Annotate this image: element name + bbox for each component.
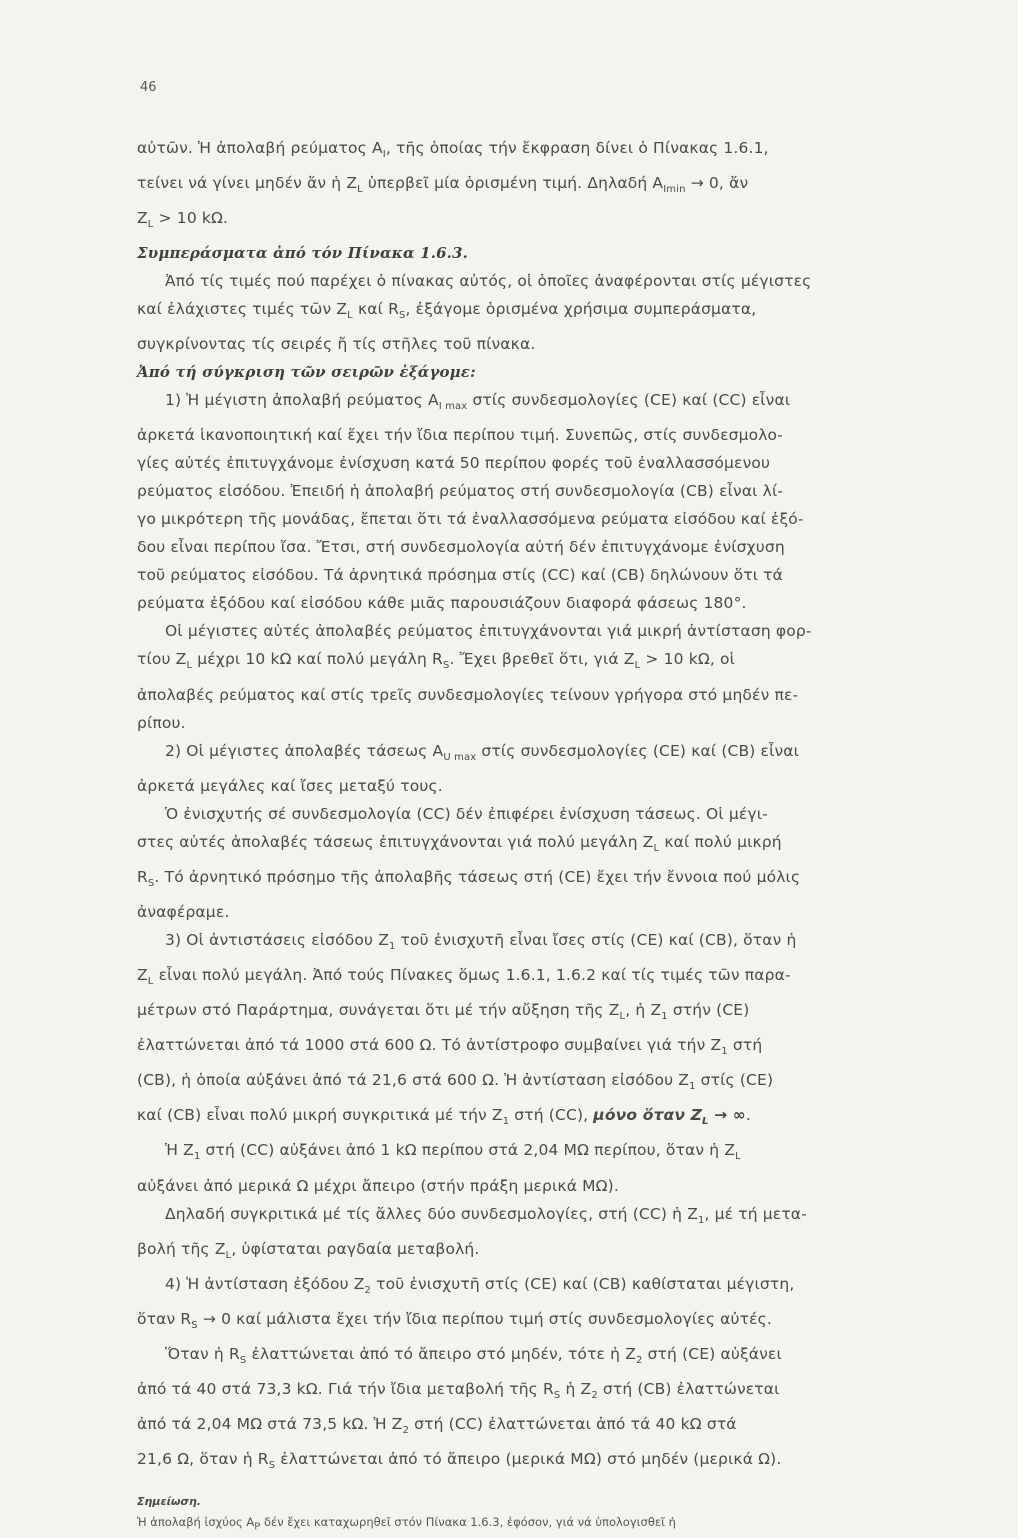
text-line: ἀπολαβές ρεύματος καί στίς τρεῖς συνδεσμολογίες τείνουν γρήγορα στό μηδέν πε-: [137, 685, 799, 704]
text-line: 3) Οἱ ἀντιστάσεις εἰσόδου $Z_1$ τοῦ ἐνισχυτῆ εἶναι ἴσες στίς (CE) καί (CB), ὅταν ἡ: [165, 930, 797, 952]
text-line: μέτρων στό Παράρτημα, συνάγεται ὅτι μέ τήν αὔξηση τῆς $Z_L$, ἡ $Z_1$ στήν (CE): [137, 1001, 750, 1023]
text-line: ἀναφέραμε.: [137, 902, 230, 921]
text-line: τείνει νά γίνει μηδέν ἄν ἡ $Z_L$ ὑπερβεῖ μία ὁρισμένη τιμή. Δηλαδή $A_{Imin} \to 0$, ἄν: [137, 174, 749, 196]
text-line: Ἀπό τίς τιμές πού παρέχει ὁ πίνακας αὐτός, οἱ ὁποῖες ἀναφέρονται στίς μέγιστες: [165, 272, 812, 291]
note-text: Ἡ ἀπολαβή ἰσχύος $A_P$ δέν ἔχει καταχωρηθεῖ στόν Πίνακα 1.6.3, ἐφόσον, γιά νά ὑπολογισθεῖ ἡ: [137, 1515, 676, 1533]
text-line: καί ἐλάχιστες τιμές τῶν $Z_L$ καί $R_S$, ἐξάγομε ὁρισμένα χρήσιμα συμπεράσματα,: [137, 300, 757, 322]
text-line: (CB), ἡ ὁποία αὐξάνει ἀπό τά 21,6 στά 600 Ω. Ἡ ἀντίσταση εἰσόδου $Z_1$ στίς (CE): [137, 1071, 774, 1093]
text-line: αὐτῶν. Ἡ ἀπολαβή ρεύματος $A_I$, τῆς ὁποίας τήν ἔκφραση δίνει ὁ Πίνακας 1.6.1,: [137, 139, 769, 161]
text-line: τίου $Z_L$ μέχρι 10 kΩ καί πολύ μεγάλη $R_S$. Ἔχει βρεθεῖ ὅτι, γιά $Z_L > 10$ kΩ, οἱ: [137, 650, 736, 672]
text-line: βολή τῆς $Z_L$, ὑφίσταται ραγδαία μεταβολή.: [137, 1239, 480, 1261]
text-line: ἀρκετά ἱκανοποιητική καί ἔχει τήν ἴδια περίπου τιμή. Συνεπῶς, στίς συνδεσμολο-: [137, 426, 783, 445]
text-line: Ὁ ἐνισχυτής σέ συνδεσμολογία (CC) δέν ἐπιφέρει ἐνίσχυση τάσεως. Οἱ μέγι-: [165, 804, 768, 823]
text-line: ἀρκετά μεγάλες καί ἴσες μεταξύ τους.: [137, 776, 443, 795]
text-line: ἀπό τά 2,04 MΩ στά 73,5 kΩ. Ἡ $Z_2$ στή (CC) ἐλαττώνεται ἀπό τά 40 kΩ στά: [137, 1415, 737, 1437]
text-line: Ὅταν ἡ $R_S$ ἐλαττώνεται ἀπό τό ἄπειρο στό μηδέν, τότε ἡ $Z_2$ στή (CE) αὐξάνει: [165, 1344, 782, 1366]
text-line: δου εἶναι περίπου ἴσα. Ἔτσι, στή συνδεσμολογία αὐτή δέν ἐπιτυγχάνομε ἐνίσχυση: [137, 538, 785, 557]
text-line: ἐλαττώνεται ἀπό τά 1000 στά 600 Ω. Τό ἀντίστροφο συμβαίνει γιά τήν $Z_1$ στή: [137, 1036, 763, 1058]
body-text: [137, 134, 982, 1538]
text-line: Δηλαδή συγκριτικά μέ τίς ἄλλες δύο συνδεσμολογίες, στή (CC) ἡ $Z_1$, μέ τή μετα-: [165, 1204, 807, 1226]
text-line: ρεύματος εἰσόδου. Ἐπειδή ἡ ἀπολαβή ρεύματος στή συνδεσμολογία (CB) εἶναι λί-: [137, 482, 784, 501]
page-number: 46: [140, 80, 157, 95]
text-line: συγκρίνοντας τίς σειρές ἤ τίς στῆλες τοῦ πίνακα.: [137, 335, 536, 354]
text-line: γίες αὐτές ἐπιτυγχάνομε ἐνίσχυση κατά 50 περίπου φορές τοῦ ἐναλλασσόμενου: [137, 454, 771, 473]
text-line: ὅταν $R_S \to 0$ καί μάλιστα ἔχει τήν ἴδια περίπου τιμή στίς συνδεσμολογίες αὐτές.: [137, 1309, 772, 1331]
text-line: ρίπου.: [137, 713, 186, 732]
text-line: 4) Ἡ ἀντίσταση ἐξόδου $Z_2$ τοῦ ἐνισχυτῆ στίς (CE) καί (CB) καθίσταται μέγιστη,: [165, 1274, 795, 1296]
text-line: αὐξάνει ἀπό μερικά Ω μέχρι ἄπειρο (στήν πράξη μερικά MΩ).: [137, 1176, 619, 1195]
text-line: ἀπό τά 40 στά 73,3 kΩ. Γιά τήν ἴδια μεταβολή τῆς $R_S$ ἡ $Z_2$ στή (CB) ἐλαττώνεται: [137, 1379, 780, 1402]
text-line: $Z_L$ εἶναι πολύ μεγάλη. Ἀπό τούς Πίνακες ὅμως 1.6.1, 1.6.2 καί τίς τιμές τῶν παρα-: [137, 965, 791, 988]
section-heading: Ἀπό τή σύγκριση τῶν σειρῶν ἐξάγομε:: [137, 363, 476, 382]
text-line: $Z_L > 10$ kΩ.: [137, 209, 229, 231]
text-line: στες αὐτές ἀπολαβές τάσεως ἐπιτυγχάνονται γιά πολύ μεγάλη $Z_L$ καί πολύ μικρή: [137, 832, 782, 854]
text-line: 21,6 Ω, ὅταν ἡ $R_S$ ἐλαττώνεται ἀπό τό ἄπειρο (μερικά MΩ) στό μηδέν (μερικά Ω).: [137, 1450, 782, 1472]
note-heading: Σημείωση.: [137, 1495, 201, 1509]
text-line: 2) Οἱ μέγιστες ἀπολαβές τάσεως $A_{U max}$ στίς συνδεσμολογίες (CE) καί (CB) εἶναι: [165, 741, 800, 763]
text-line: 1) Ἡ μέγιστη ἀπολαβή ρεύματος $A_{I max}$ στίς συνδεσμολογίες (CE) καί (CC) εἶναι: [165, 391, 791, 413]
section-heading: Συμπεράσματα ἀπό τόν Πίνακα 1.6.3.: [137, 244, 468, 263]
text-line: γο μικρότερη τῆς μονάδας, ἔπεται ὅτι τά ἐναλλασσόμενα ρεύματα εἰσόδου καί ἐξό-: [137, 510, 804, 529]
text-line: Ἡ $Z_1$ στή (CC) αὐξάνει ἀπό 1 kΩ περίπου στά 2,04 MΩ περίπου, ὅταν ἡ $Z_L$: [165, 1141, 741, 1163]
text-line: ρεύματα ἐξόδου καί εἰσόδου κάθε μιᾶς παρουσιάζουν διαφορά φάσεως 180°.: [137, 594, 747, 613]
text-line: καί (CB) εἶναι πολύ μικρή συγκριτικά μέ τήν $Z_1$ στή (CC), μόνο ὅταν $Z_L$ → ∞.: [137, 1106, 751, 1128]
text-line: Οἱ μέγιστες αὐτές ἀπολαβές ρεύματος ἐπιτυγχάνονται γιά μικρή ἀντίσταση φορ-: [165, 622, 812, 641]
text-line: τοῦ ρεύματος εἰσόδου. Τά ἀρνητικά πρόσημα στίς (CC) καί (CB) δηλώνουν ὅτι τά: [137, 566, 784, 585]
text-line: $R_S$. Τό ἀρνητικό πρόσημο τῆς ἀπολαβῆς τάσεως στή (CE) ἔχει τήν ἔννοια πού μόλις: [137, 867, 801, 889]
